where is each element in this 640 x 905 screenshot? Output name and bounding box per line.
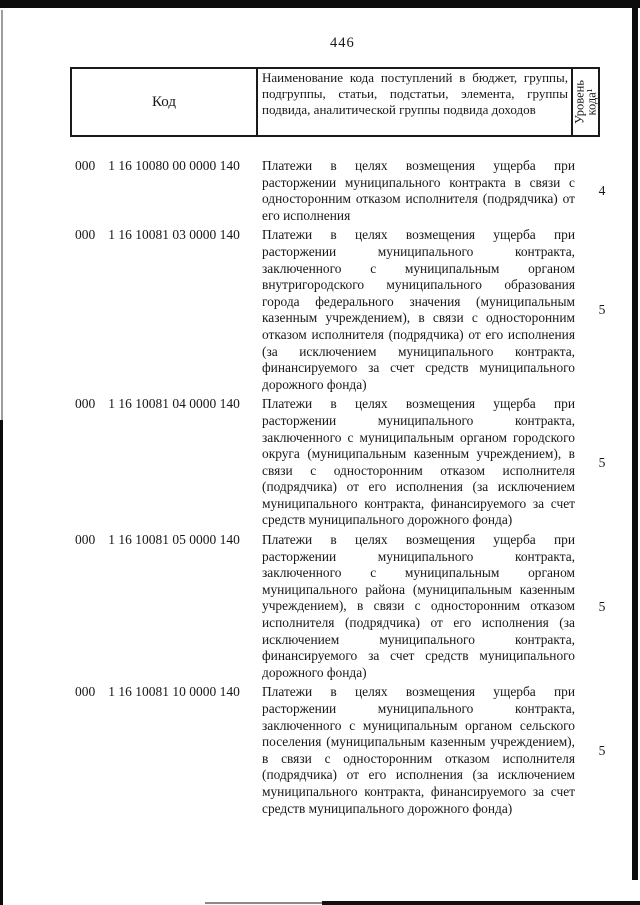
scan-edge-bottom-left	[205, 902, 325, 904]
scan-edge-top	[0, 0, 640, 8]
row-code	[70, 684, 262, 817]
code-admin: 000	[75, 684, 96, 700]
code-main: 1 16 10080 00 0000 140	[108, 158, 240, 173]
table-row	[70, 684, 613, 817]
row-name: Платежи в целях возмещения ущерба при расторжении муниципального контракта в связи с односторонним отказом исполнителя (подрядчика) от его исполнения	[262, 158, 575, 223]
row-name: Платежи в целях возмещения ущерба при расторжении муниципального контракта, заключенного с муниципальным органом внутригородского муниципального образования города федерального значения (муниципальным казенным учреждением), в связи с односторонним отказом исполнителя (подрядчика) от его исполнения (за исключением муниципального контракта, финансируемого за счет средств муниципального дорожного фонда)	[262, 227, 575, 392]
table-row	[70, 532, 613, 681]
row-name: Платежи в целях возмещения ущерба при расторжении муниципального контракта, заключенного с муниципальным органом муниципального района (муниципальным казенным учреждением), в связи с односторонним отказом исполнителя (подрядчика) от его исполнения (за исключением муниципального контракта, финансируемого за счет средств муниципального дорожного фонда)	[262, 532, 575, 680]
row-level: 5	[598, 454, 606, 470]
scan-edge-right	[632, 8, 638, 880]
table-row	[70, 158, 613, 224]
row-level: 5	[598, 598, 606, 614]
scan-edge-bottom-right	[322, 901, 640, 905]
row-name: Платежи в целях возмещения ущерба при расторжении муниципального контракта, заключенного с муниципальным органом сельского поселения (муниципальным казенным учреждением), в связи с односторонним отказом исполнителя (подрядчика) от его исполнения (за исключением муниципального контракта, финансируемого за счет средств муниципального дорожного фонда)	[262, 684, 575, 816]
code-main: 1 16 10081 04 0000 140	[108, 396, 240, 412]
row-level: 5	[598, 302, 606, 318]
table-header	[70, 67, 600, 137]
header-name-cell: Наименование кода поступлений в бюджет, группы, подгруппы, статьи, подстатьи, элемента, группы подвида, аналитической группы подвида доходов	[258, 69, 573, 135]
code-main: 1 16 10081 10 0000 140	[108, 684, 240, 700]
code-admin: 000	[75, 158, 96, 173]
header-level-cell	[573, 69, 598, 135]
code-main: 1 16 10081 03 0000 140	[108, 227, 240, 243]
page-number: 446	[330, 35, 355, 51]
row-code	[70, 396, 262, 529]
row-name: Платежи в целях возмещения ущерба при расторжении муниципального контракта, заключенного с муниципальным органом городского округа (муниципальным казенным учреждением), в связи с односторонним отказом исполнителя (подрядчика) от его исполнения (за исключением муниципального контракта, финансируемого за счет средств муниципального дорожного фонда)	[262, 396, 575, 528]
code-admin: 000	[75, 227, 96, 243]
table-row	[70, 396, 613, 529]
row-level: 5	[598, 742, 606, 758]
row-level: 4	[598, 183, 606, 199]
table-row	[70, 227, 613, 393]
code-admin: 000	[75, 396, 96, 412]
row-code	[70, 532, 262, 681]
scan-edge-left-lower	[0, 420, 3, 905]
code-admin: 000	[75, 532, 96, 548]
table-body	[70, 158, 613, 820]
header-code-cell: Код	[72, 69, 258, 135]
header-level-label: Уровень кода¹	[572, 79, 598, 125]
code-main: 1 16 10081 05 0000 140	[108, 532, 240, 548]
row-code	[70, 158, 262, 224]
row-code	[70, 227, 262, 393]
scan-edge-left-upper	[1, 10, 3, 422]
